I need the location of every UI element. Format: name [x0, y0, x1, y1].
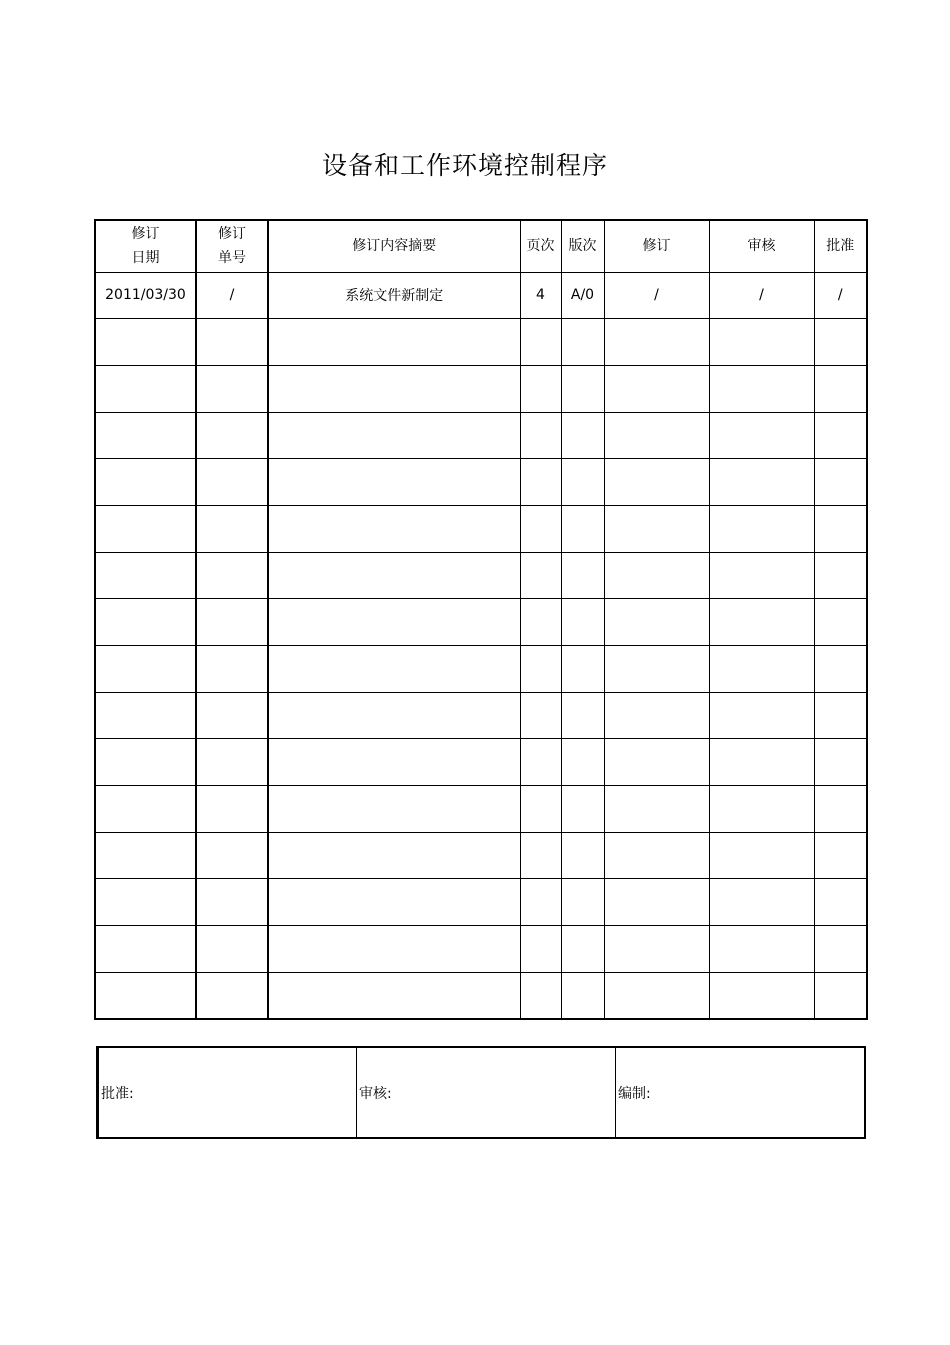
cell-version: A/0	[561, 272, 604, 319]
cell-number	[196, 786, 268, 833]
cell-number	[196, 552, 268, 599]
cell-version	[561, 365, 604, 412]
cell-revised-by: /	[604, 272, 709, 319]
header-revision-date-line2: 日期	[131, 250, 160, 267]
cell-number	[196, 412, 268, 459]
cell-version	[561, 319, 604, 366]
cell-page	[520, 365, 561, 412]
cell-reviewed-by	[709, 832, 814, 879]
cell-approved-by	[814, 505, 867, 552]
cell-reviewed-by	[709, 739, 814, 786]
cell-version	[561, 692, 604, 739]
cell-summary	[268, 692, 520, 739]
cell-date	[95, 459, 196, 506]
table-row	[95, 319, 867, 366]
revision-history-table	[94, 219, 868, 1020]
cell-revised-by	[604, 972, 709, 1019]
cell-number	[196, 599, 268, 646]
prepare-signature-field: 编制:	[616, 1047, 865, 1138]
cell-number	[196, 505, 268, 552]
cell-date	[95, 926, 196, 973]
cell-version	[561, 552, 604, 599]
table-row	[95, 505, 867, 552]
cell-reviewed-by	[709, 505, 814, 552]
cell-date	[95, 412, 196, 459]
table-header-row	[95, 220, 867, 272]
cell-page	[520, 412, 561, 459]
cell-reviewed-by: /	[709, 272, 814, 319]
cell-number	[196, 365, 268, 412]
cell-page	[520, 692, 561, 739]
cell-revised-by	[604, 926, 709, 973]
cell-revised-by	[604, 646, 709, 693]
cell-page	[520, 739, 561, 786]
table-row	[95, 926, 867, 973]
cell-date	[95, 505, 196, 552]
table-row	[95, 646, 867, 693]
cell-revised-by	[604, 412, 709, 459]
cell-revised-by	[604, 599, 709, 646]
cell-summary	[268, 505, 520, 552]
cell-page	[520, 972, 561, 1019]
table-row	[95, 365, 867, 412]
cell-version	[561, 739, 604, 786]
cell-reviewed-by	[709, 646, 814, 693]
cell-approved-by	[814, 459, 867, 506]
cell-date	[95, 552, 196, 599]
cell-reviewed-by	[709, 599, 814, 646]
cell-date	[95, 786, 196, 833]
cell-page	[520, 786, 561, 833]
cell-revised-by	[604, 786, 709, 833]
cell-approved-by	[814, 365, 867, 412]
cell-revised-by	[604, 832, 709, 879]
cell-summary	[268, 459, 520, 506]
cell-reviewed-by	[709, 786, 814, 833]
cell-approved-by	[814, 879, 867, 926]
cell-summary	[268, 319, 520, 366]
cell-approved-by	[814, 599, 867, 646]
cell-number	[196, 879, 268, 926]
cell-date	[95, 832, 196, 879]
cell-version	[561, 786, 604, 833]
cell-summary	[268, 739, 520, 786]
cell-date	[95, 739, 196, 786]
cell-summary	[268, 832, 520, 879]
header-approved-by: 批准	[814, 220, 867, 272]
cell-reviewed-by	[709, 926, 814, 973]
header-reviewed-by: 审核	[709, 220, 814, 272]
cell-revised-by	[604, 692, 709, 739]
table-row	[95, 832, 867, 879]
cell-number	[196, 459, 268, 506]
cell-revised-by	[604, 459, 709, 506]
cell-approved-by	[814, 972, 867, 1019]
cell-page	[520, 552, 561, 599]
table-row	[95, 272, 867, 319]
cell-approved-by	[814, 552, 867, 599]
table-row	[95, 879, 867, 926]
cell-reviewed-by	[709, 365, 814, 412]
cell-summary	[268, 552, 520, 599]
cell-number: /	[196, 272, 268, 319]
cell-revised-by	[604, 319, 709, 366]
cell-reviewed-by	[709, 692, 814, 739]
cell-summary	[268, 786, 520, 833]
cell-summary: 系统文件新制定	[268, 272, 520, 319]
cell-page	[520, 879, 561, 926]
cell-page	[520, 599, 561, 646]
review-signature-field: 审核:	[357, 1047, 616, 1138]
header-revised-by: 修订	[604, 220, 709, 272]
cell-reviewed-by	[709, 879, 814, 926]
cell-summary	[268, 365, 520, 412]
header-revision-summary: 修订内容摘要	[268, 220, 520, 272]
cell-reviewed-by	[709, 412, 814, 459]
cell-version	[561, 972, 604, 1019]
cell-page	[520, 459, 561, 506]
header-page: 页次	[520, 220, 561, 272]
cell-revised-by	[604, 552, 709, 599]
header-revision-date	[95, 220, 196, 272]
table-row	[95, 552, 867, 599]
cell-approved-by	[814, 926, 867, 973]
signature-table	[96, 1046, 866, 1139]
cell-approved-by	[814, 739, 867, 786]
cell-page	[520, 319, 561, 366]
cell-revised-by	[604, 739, 709, 786]
cell-summary	[268, 972, 520, 1019]
cell-page: 4	[520, 272, 561, 319]
cell-version	[561, 459, 604, 506]
cell-approved-by	[814, 319, 867, 366]
cell-version	[561, 505, 604, 552]
cell-page	[520, 832, 561, 879]
cell-approved-by	[814, 786, 867, 833]
signature-row	[98, 1047, 865, 1138]
cell-approved-by	[814, 832, 867, 879]
table-row	[95, 599, 867, 646]
cell-version	[561, 832, 604, 879]
table-row	[95, 972, 867, 1019]
page-title: 设备和工作环境控制程序	[321, 151, 608, 180]
cell-number	[196, 926, 268, 973]
cell-number	[196, 739, 268, 786]
cell-version	[561, 926, 604, 973]
cell-approved-by: /	[814, 272, 867, 319]
cell-page	[520, 646, 561, 693]
cell-summary	[268, 599, 520, 646]
cell-approved-by	[814, 646, 867, 693]
cell-number	[196, 319, 268, 366]
cell-version	[561, 412, 604, 459]
table-row	[95, 692, 867, 739]
cell-number	[196, 832, 268, 879]
cell-reviewed-by	[709, 552, 814, 599]
cell-reviewed-by	[709, 319, 814, 366]
cell-summary	[268, 879, 520, 926]
cell-summary	[268, 412, 520, 459]
table-row	[95, 739, 867, 786]
cell-version	[561, 879, 604, 926]
cell-reviewed-by	[709, 459, 814, 506]
header-revision-number-line2: 单号	[218, 250, 246, 267]
cell-revised-by	[604, 365, 709, 412]
cell-date	[95, 365, 196, 412]
table-row	[95, 412, 867, 459]
cell-revised-by	[604, 505, 709, 552]
cell-date	[95, 646, 196, 693]
table-row	[95, 459, 867, 506]
cell-date	[95, 599, 196, 646]
cell-date: 2011/03/30	[95, 272, 196, 319]
cell-revised-by	[604, 879, 709, 926]
cell-summary	[268, 646, 520, 693]
table-row	[95, 786, 867, 833]
cell-version	[561, 646, 604, 693]
cell-page	[520, 505, 561, 552]
cell-number	[196, 692, 268, 739]
cell-number	[196, 972, 268, 1019]
cell-approved-by	[814, 412, 867, 459]
cell-date	[95, 972, 196, 1019]
header-revision-number	[196, 220, 268, 272]
cell-date	[95, 879, 196, 926]
header-version: 版次	[561, 220, 604, 272]
header-revision-date-line1: 修订	[131, 226, 160, 243]
cell-version	[561, 599, 604, 646]
cell-number	[196, 646, 268, 693]
approve-signature-field: 批准:	[98, 1047, 357, 1138]
cell-date	[95, 319, 196, 366]
header-revision-number-line1: 修订	[218, 226, 246, 243]
cell-reviewed-by	[709, 972, 814, 1019]
cell-approved-by	[814, 692, 867, 739]
cell-page	[520, 926, 561, 973]
cell-date	[95, 692, 196, 739]
cell-summary	[268, 926, 520, 973]
